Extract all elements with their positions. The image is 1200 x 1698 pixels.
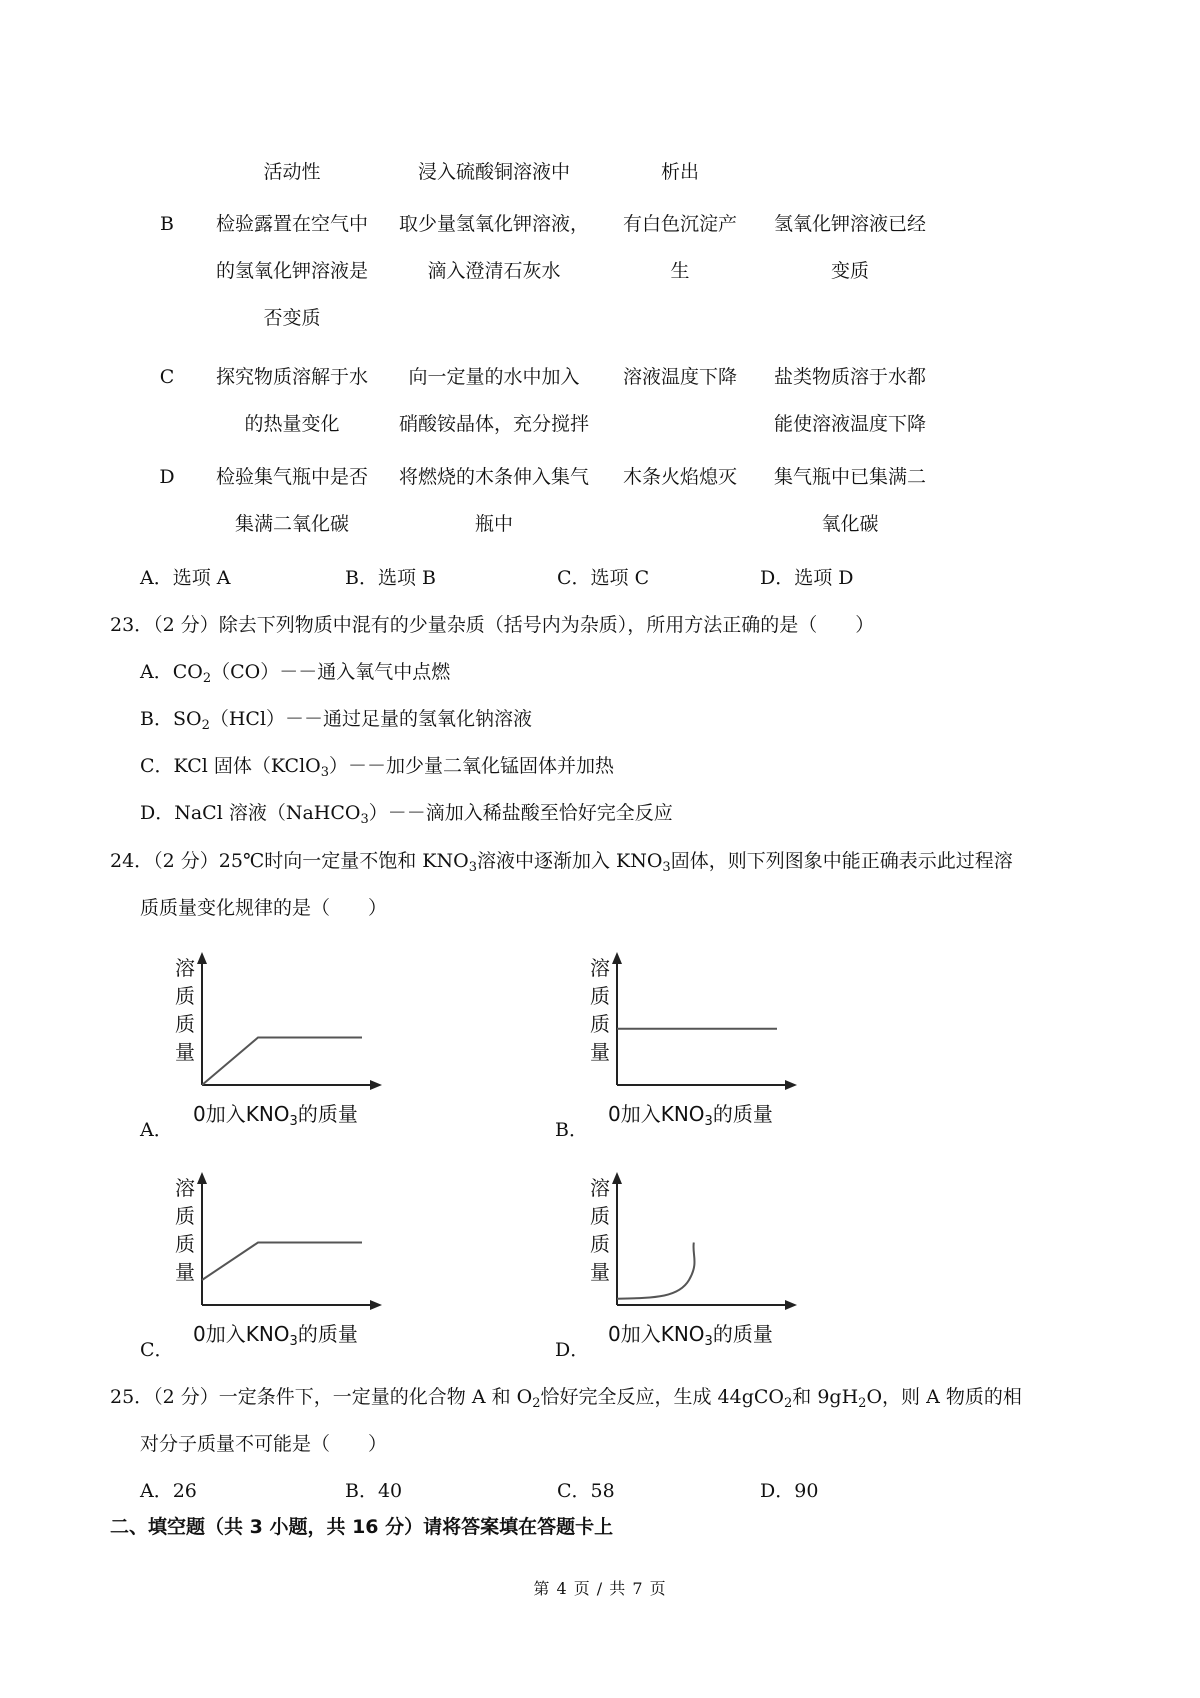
page-footer: 第 4 页 / 共 7 页: [533, 1579, 667, 1598]
y-axis-label-char: 量: [175, 1040, 195, 1064]
table-cell-method: 将燃烧的木条伸入集气: [398, 466, 589, 488]
x-axis-label: 0加入$KNO_3$的质量: [608, 1102, 773, 1129]
table-cell-purpose: 否变质: [263, 307, 321, 329]
y-axis-label-char: 溶: [175, 956, 195, 980]
y-axis-label-char: 质: [590, 1232, 610, 1256]
graph-option-letter[interactable]: B．: [555, 1119, 588, 1141]
q22-option-d[interactable]: D．选项 D: [760, 567, 854, 589]
y-axis-label-char: 溶: [175, 1176, 195, 1200]
q24-stem-line1: 24．（2 分）25℃时向一定量不饱和 $KNO_3$溶液中逐渐加入 $KNO_3$固体，则下列图象中能正确表示此过程溶: [110, 850, 1013, 875]
q22-option-a[interactable]: A．选项 A: [140, 567, 231, 589]
table-cell-letter: B: [160, 213, 174, 235]
y-axis-label-char: 质: [590, 1012, 610, 1036]
q25-option-d[interactable]: D．90: [760, 1480, 819, 1502]
table-cell-conclusion: 变质: [830, 260, 869, 282]
x-axis-arrow: [370, 1300, 382, 1310]
table-cell-conclusion: 氢氧化钾溶液已经: [773, 213, 926, 235]
x-axis-arrow: [370, 1080, 382, 1090]
q22-option-b[interactable]: B．选项 B: [345, 567, 436, 589]
table-cell-conclusion: 氧化碳: [821, 513, 879, 535]
table-cell-phenomenon: 有白色沉淀产: [622, 213, 737, 235]
y-axis-label-char: 质: [175, 984, 195, 1008]
y-axis-arrow: [197, 952, 207, 964]
table-cell-purpose: 探究物质溶解于水: [215, 366, 368, 388]
x-axis-label: 0加入$KNO_3$的质量: [193, 1102, 358, 1129]
experiment-table: [0, 0, 1200, 560]
q25-option-b[interactable]: B．40: [345, 1480, 403, 1502]
y-axis-label-char: 量: [175, 1260, 195, 1284]
data-line: [202, 1243, 362, 1281]
y-axis-arrow: [197, 1172, 207, 1184]
graph-a: [175, 950, 385, 1130]
q25-stem-line2: 对分子质量不可能是（ ）: [140, 1433, 388, 1455]
y-axis-label-char: 质: [175, 1232, 195, 1256]
q23-option-a[interactable]: A．$CO_2(CO)--$通入氧气中点燃: [140, 661, 451, 686]
graph-axes: [590, 950, 800, 1090]
table-cell-purpose: 活动性: [263, 161, 321, 183]
q23-stem: 23．（2 分）除去下列物质中混有的少量杂质（括号内为杂质），所用方法正确的是（ ）: [110, 614, 875, 636]
table-cell-purpose: 的热量变化: [244, 413, 340, 435]
y-axis-label-char: 量: [590, 1040, 610, 1064]
x-axis-label: 0加入$KNO_3$的质量: [608, 1322, 773, 1349]
graph-b: [590, 950, 800, 1130]
y-axis-arrow: [612, 1172, 622, 1184]
q23-option-c[interactable]: C．KCl 固体（KClO$_3$）－－加少量二氧化锰固体并加热: [140, 755, 615, 780]
y-axis-label-char: 质: [590, 1204, 610, 1228]
table-cell-method: 硝酸铵晶体，充分搅拌: [398, 413, 589, 435]
table-cell-purpose: 的氢氧化钾溶液是: [215, 260, 368, 282]
y-axis-label-char: 质: [175, 1012, 195, 1036]
table-cell-method: 取少量氢氧化钾溶液，: [398, 213, 589, 235]
q25-stem-line1: 25．（2 分）一定条件下，一定量的化合物 A 和 $O_2$恰好完全反应，生成 44gCO$_2$和 $9gH_2O$，则 A 物质的相: [110, 1386, 1022, 1411]
q24-stem-line2: 质质量变化规律的是（ ）: [140, 897, 388, 919]
data-line: [202, 1038, 362, 1086]
y-axis-arrow: [612, 952, 622, 964]
graph-axes: [175, 1170, 385, 1310]
q25-option-c[interactable]: C．58: [557, 1480, 615, 1502]
table-cell-method: 浸入硫酸铜溶液中: [417, 161, 570, 183]
y-axis-label-char: 质: [175, 1204, 195, 1228]
x-axis-arrow: [785, 1080, 797, 1090]
table-cell-conclusion: 集气瓶中已集满二: [773, 466, 926, 488]
table-cell-purpose: 检验集气瓶中是否: [215, 466, 368, 488]
graph-axes: [590, 1170, 800, 1310]
q22-option-c[interactable]: C．选项 C: [557, 567, 650, 589]
table-cell-conclusion: 盐类物质溶于水都: [773, 366, 926, 388]
graph-axes: [175, 950, 385, 1090]
table-cell-letter: D: [159, 466, 175, 488]
q25-option-a[interactable]: A．26: [140, 1480, 197, 1502]
y-axis-label-char: 质: [590, 984, 610, 1008]
data-curve: [617, 1243, 695, 1299]
table-cell-method: 瓶中: [474, 513, 513, 535]
y-axis-label-char: 溶: [590, 1176, 610, 1200]
graph-option-letter[interactable]: D．: [555, 1339, 590, 1361]
table-cell-method: 向一定量的水中加入: [408, 366, 580, 388]
table-cell-purpose: 检验露置在空气中: [215, 213, 368, 235]
x-axis-arrow: [785, 1300, 797, 1310]
graph-option-letter[interactable]: A．: [140, 1119, 173, 1141]
table-cell-letter: C: [159, 366, 175, 388]
table-cell-phenomenon: 木条火焰熄灭: [622, 466, 737, 488]
q23-option-b[interactable]: B．$SO_2(HCl)--$通过足量的氢氧化钠溶液: [140, 708, 533, 733]
table-cell-phenomenon: 析出: [660, 161, 699, 183]
section-2-heading: 二、填空题（共 3 小题，共 16 分）请将答案填在答题卡上: [110, 1516, 614, 1538]
y-axis-label-char: 溶: [590, 956, 610, 980]
table-cell-conclusion: 能使溶液温度下降: [773, 413, 926, 435]
table-cell-phenomenon: 溶液温度下降: [622, 366, 737, 388]
graph-option-letter[interactable]: C．: [140, 1339, 174, 1361]
graph-c: [175, 1170, 385, 1350]
graph-d: [590, 1170, 800, 1350]
table-cell-method: 滴入澄清石灰水: [427, 260, 561, 282]
y-axis-label-char: 量: [590, 1260, 610, 1284]
q23-option-d[interactable]: D．NaCl 溶液（NaHCO$_3$）－－滴加入稀盐酸至恰好完全反应: [140, 802, 673, 827]
x-axis-label: 0加入$KNO_3$的质量: [193, 1322, 358, 1349]
table-cell-purpose: 集满二氧化碳: [234, 513, 349, 535]
table-cell-phenomenon: 生: [670, 260, 690, 282]
